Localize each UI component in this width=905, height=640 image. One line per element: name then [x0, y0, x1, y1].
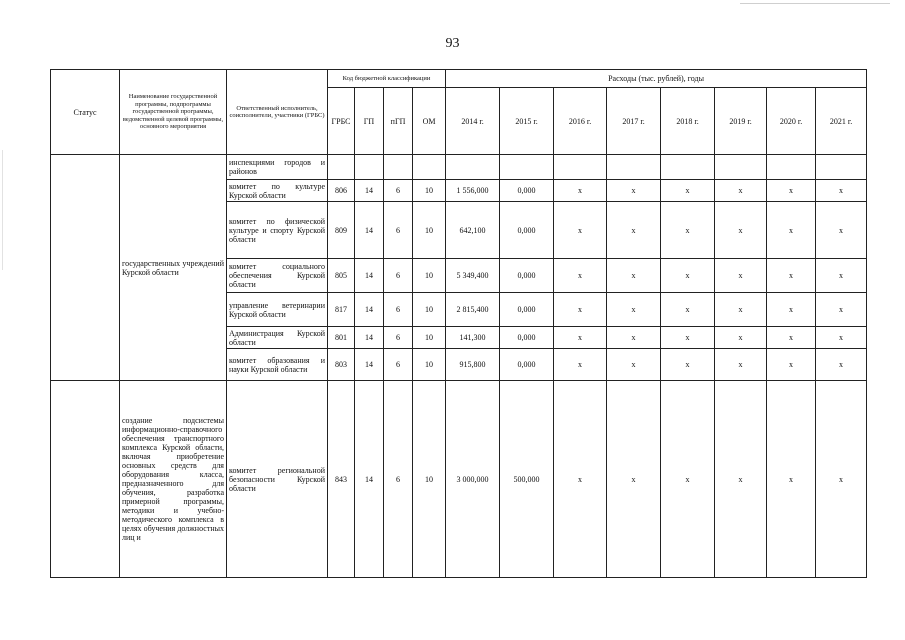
header-status: Статус	[51, 70, 120, 155]
grbs-cell: 803	[328, 349, 355, 381]
value-cell: 0,000	[500, 180, 554, 202]
value-cell	[554, 155, 607, 180]
status-cell	[51, 381, 120, 578]
gp-cell: 14	[355, 327, 384, 349]
value-cell: x	[607, 381, 661, 578]
value-cell: x	[715, 180, 767, 202]
executor-cell: комитет образования и науки Курской области	[227, 349, 328, 381]
value-cell: x	[607, 202, 661, 259]
value-cell: x	[607, 293, 661, 327]
executor-cell: управление ветеринарии Курской области	[227, 293, 328, 327]
value-cell: x	[767, 381, 816, 578]
pgp-cell: 6	[384, 381, 413, 578]
header-year: 2021 г.	[816, 88, 867, 155]
value-cell: x	[767, 327, 816, 349]
gp-cell: 14	[355, 381, 384, 578]
value-cell: 5 349,400	[446, 259, 500, 293]
value-cell	[607, 155, 661, 180]
value-cell: 3 000,000	[446, 381, 500, 578]
value-cell: x	[554, 293, 607, 327]
executor-cell: комитет по физической культуре и спорту Курской области	[227, 202, 328, 259]
value-cell: x	[715, 327, 767, 349]
header-pgp: пГП	[384, 88, 413, 155]
value-cell: x	[554, 349, 607, 381]
om-cell: 10	[413, 202, 446, 259]
pgp-cell: 6	[384, 327, 413, 349]
header-year: 2014 г.	[446, 88, 500, 155]
value-cell: x	[816, 202, 867, 259]
value-cell	[446, 155, 500, 180]
value-cell: x	[661, 327, 715, 349]
gp-cell: 14	[355, 202, 384, 259]
value-cell: x	[715, 259, 767, 293]
status-cell	[51, 155, 120, 381]
value-cell: x	[767, 259, 816, 293]
header-executor: Ответственный исполнитель, соисполнители, участники (ГРБС)	[227, 70, 328, 155]
header-expenses: Расходы (тыс. рублей), годы	[446, 70, 867, 88]
value-cell: 1 556,000	[446, 180, 500, 202]
gp-cell: 14	[355, 349, 384, 381]
value-cell: 0,000	[500, 349, 554, 381]
pgp-cell: 6	[384, 349, 413, 381]
value-cell: x	[554, 259, 607, 293]
value-cell: x	[816, 180, 867, 202]
value-cell: x	[661, 259, 715, 293]
value-cell: x	[715, 381, 767, 578]
header-year: 2019 г.	[715, 88, 767, 155]
header-year: 2017 г.	[607, 88, 661, 155]
value-cell: x	[661, 293, 715, 327]
value-cell: x	[661, 180, 715, 202]
pgp-cell: 6	[384, 293, 413, 327]
value-cell: x	[554, 180, 607, 202]
grbs-cell: 806	[328, 180, 355, 202]
header-year: 2020 г.	[767, 88, 816, 155]
value-cell: 0,000	[500, 293, 554, 327]
value-cell	[661, 155, 715, 180]
value-cell: x	[816, 259, 867, 293]
value-cell: x	[715, 349, 767, 381]
header-gp: ГП	[355, 88, 384, 155]
value-cell: x	[554, 202, 607, 259]
executor-cell: комитет по культуре Курской области	[227, 180, 328, 202]
value-cell: x	[661, 349, 715, 381]
value-cell: x	[554, 327, 607, 349]
pgp-cell: 6	[384, 202, 413, 259]
table-row	[51, 155, 867, 180]
value-cell: x	[767, 349, 816, 381]
value-cell: 0,000	[500, 202, 554, 259]
header-om: ОМ	[413, 88, 446, 155]
value-cell: x	[715, 293, 767, 327]
pgp-cell: 6	[384, 180, 413, 202]
table-row	[51, 381, 867, 578]
program-name-cell: государственных учреждений Курской области	[120, 155, 227, 381]
grbs-cell	[328, 155, 355, 180]
executor-cell: Администрация Курской области	[227, 327, 328, 349]
header-grbs: ГРБС	[328, 88, 355, 155]
header-year: 2015 г.	[500, 88, 554, 155]
header-budget-code: Код бюджетной классификации	[328, 70, 446, 88]
header-program-name: Наименование государственной программы, подпрограммы государственной программы, ведомственной целевой программы, основного мероприятия	[120, 70, 227, 155]
executor-cell: комитет региональной безопасности Курской области	[227, 381, 328, 578]
value-cell: x	[607, 327, 661, 349]
value-cell: x	[767, 293, 816, 327]
page-number: 93	[445, 36, 460, 51]
value-cell: 0,000	[500, 327, 554, 349]
value-cell: x	[767, 202, 816, 259]
om-cell	[413, 155, 446, 180]
gp-cell: 14	[355, 293, 384, 327]
value-cell: 2 815,400	[446, 293, 500, 327]
budget-table	[50, 69, 867, 578]
pgp-cell	[384, 155, 413, 180]
program-name-cell: создание подсистемы информационно-справочного обеспечения транспортного комплекса Курской области, включая приобретение основных средств для оборудования класса, предназначенного для обучения, разработка примерной программы, методики и учебно-методического комплекса в целях обучения должностных лиц и	[120, 381, 227, 578]
om-cell: 10	[413, 349, 446, 381]
value-cell: x	[715, 202, 767, 259]
value-cell: x	[661, 202, 715, 259]
value-cell: 0,000	[500, 259, 554, 293]
om-cell: 10	[413, 327, 446, 349]
value-cell: 141,300	[446, 327, 500, 349]
value-cell: x	[554, 381, 607, 578]
value-cell: x	[767, 180, 816, 202]
value-cell: 642,100	[446, 202, 500, 259]
gp-cell: 14	[355, 180, 384, 202]
value-cell: x	[816, 293, 867, 327]
scan-edge-line-left	[2, 150, 3, 270]
value-cell: 500,000	[500, 381, 554, 578]
value-cell: x	[607, 349, 661, 381]
grbs-cell: 843	[328, 381, 355, 578]
executor-cell: инспекциями городов и районов	[227, 155, 328, 180]
header-year: 2018 г.	[661, 88, 715, 155]
value-cell	[500, 155, 554, 180]
value-cell: 915,800	[446, 349, 500, 381]
grbs-cell: 801	[328, 327, 355, 349]
value-cell: x	[607, 180, 661, 202]
value-cell: x	[607, 259, 661, 293]
value-cell	[767, 155, 816, 180]
gp-cell: 14	[355, 259, 384, 293]
pgp-cell: 6	[384, 259, 413, 293]
grbs-cell: 809	[328, 202, 355, 259]
value-cell: x	[816, 381, 867, 578]
om-cell: 10	[413, 293, 446, 327]
om-cell: 10	[413, 259, 446, 293]
grbs-cell: 805	[328, 259, 355, 293]
om-cell: 10	[413, 180, 446, 202]
value-cell: x	[816, 327, 867, 349]
value-cell: x	[661, 381, 715, 578]
value-cell	[816, 155, 867, 180]
value-cell	[715, 155, 767, 180]
executor-cell: комитет социального обеспечения Курской области	[227, 259, 328, 293]
gp-cell	[355, 155, 384, 180]
om-cell: 10	[413, 381, 446, 578]
grbs-cell: 817	[328, 293, 355, 327]
scan-edge-line	[740, 3, 890, 4]
value-cell: x	[816, 349, 867, 381]
header-year: 2016 г.	[554, 88, 607, 155]
